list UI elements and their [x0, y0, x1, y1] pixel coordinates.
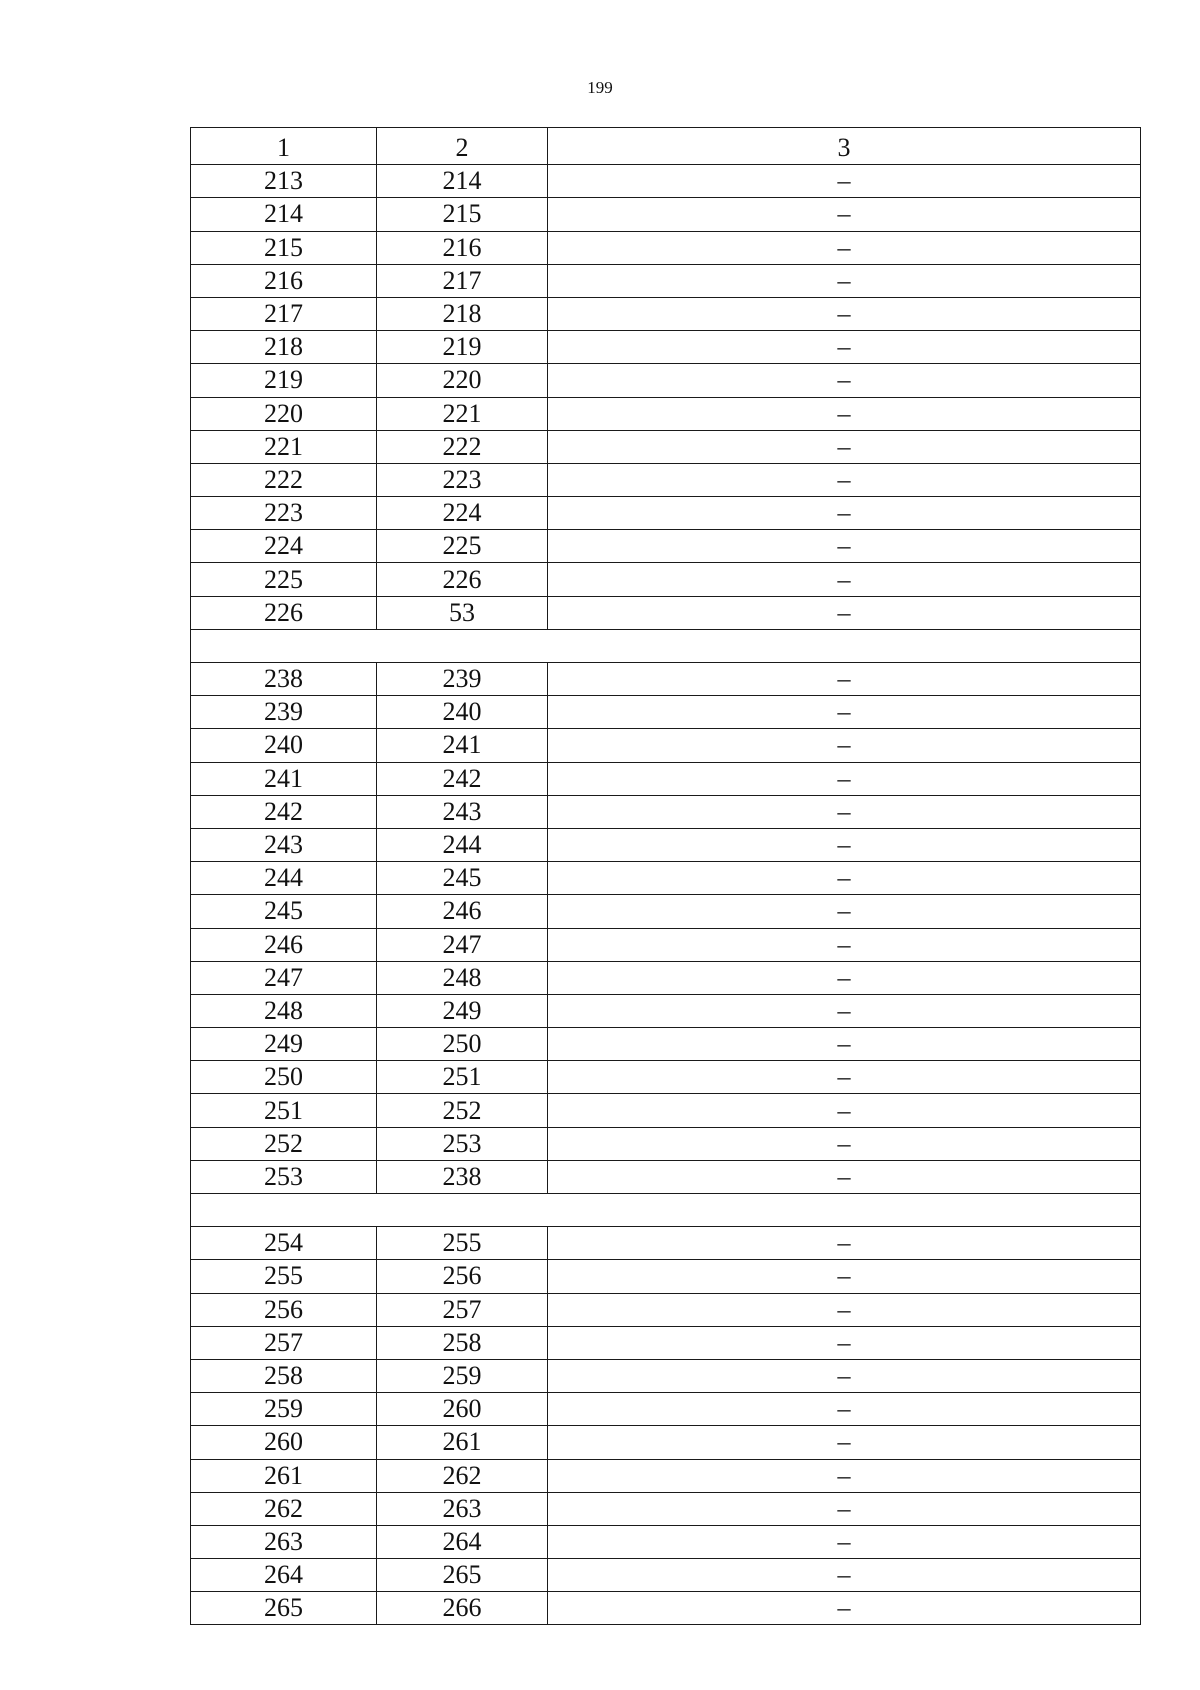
group-separator-row [191, 1194, 1141, 1227]
table-cell-col-1: 246 [191, 928, 377, 961]
table-cell-col-2: 258 [377, 1326, 548, 1359]
table-cell-col-1: 240 [191, 729, 377, 762]
table-header-row [191, 128, 1141, 165]
table-cell-col-2: 218 [377, 297, 548, 330]
table-row [191, 696, 1141, 729]
table-cell-col-1: 251 [191, 1094, 377, 1127]
table-row [191, 165, 1141, 198]
table-row [191, 497, 1141, 530]
table-cell-col-3: – [548, 1525, 1141, 1558]
group-separator-cell [191, 629, 1141, 662]
table-cell-col-2: 266 [377, 1592, 548, 1625]
table-cell-col-2: 255 [377, 1227, 548, 1260]
table-cell-col-3: – [548, 663, 1141, 696]
table-cell-col-2: 248 [377, 961, 548, 994]
table-cell-col-3: – [548, 430, 1141, 463]
table-cell-col-2: 214 [377, 165, 548, 198]
table-row [191, 862, 1141, 895]
table-cell-col-2: 250 [377, 1028, 548, 1061]
table-row [191, 1094, 1141, 1127]
table-cell-col-2: 53 [377, 596, 548, 629]
table-cell-col-1: 243 [191, 828, 377, 861]
table-row [191, 530, 1141, 563]
table-cell-col-1: 248 [191, 994, 377, 1027]
table-cell-col-1: 215 [191, 231, 377, 264]
table-cell-col-1: 260 [191, 1426, 377, 1459]
table-row [191, 994, 1141, 1027]
table-cell-col-1: 255 [191, 1260, 377, 1293]
table-cell-col-2: 264 [377, 1525, 548, 1558]
table-cell-col-1: 238 [191, 663, 377, 696]
table-cell-col-2: 247 [377, 928, 548, 961]
table-cell-col-3: – [548, 1492, 1141, 1525]
table-cell-col-1: 254 [191, 1227, 377, 1260]
table-cell-col-2: 215 [377, 198, 548, 231]
table-cell-col-3: – [548, 961, 1141, 994]
table-row [191, 231, 1141, 264]
table-row [191, 961, 1141, 994]
table-cell-col-1: 223 [191, 497, 377, 530]
table-cell-col-3: – [548, 1127, 1141, 1160]
table-cell-col-3: – [548, 895, 1141, 928]
table-cell-col-1: 221 [191, 430, 377, 463]
table-cell-col-2: 245 [377, 862, 548, 895]
table-row [191, 895, 1141, 928]
table-cell-col-1: 253 [191, 1160, 377, 1193]
table-cell-col-2: 223 [377, 463, 548, 496]
table-row [191, 1426, 1141, 1459]
table-row [191, 1359, 1141, 1392]
table-cell-col-3: – [548, 1061, 1141, 1094]
table-cell-col-3: – [548, 1028, 1141, 1061]
table-cell-col-1: 250 [191, 1061, 377, 1094]
table-cell-col-2: 238 [377, 1160, 548, 1193]
table-cell-col-1: 222 [191, 463, 377, 496]
group-separator-cell [191, 1194, 1141, 1227]
table-cell-col-2: 261 [377, 1426, 548, 1459]
table-cell-col-1: 225 [191, 563, 377, 596]
table-cell-col-2: 219 [377, 331, 548, 364]
table-cell-col-2: 265 [377, 1559, 548, 1592]
table-row [191, 1525, 1141, 1558]
table-row [191, 928, 1141, 961]
table-cell-col-1: 214 [191, 198, 377, 231]
table-cell-col-1: 244 [191, 862, 377, 895]
table-cell-col-3: – [548, 1326, 1141, 1359]
table-cell-col-3: – [548, 530, 1141, 563]
table-row [191, 762, 1141, 795]
table-cell-col-2: 221 [377, 397, 548, 430]
table-cell-col-1: 216 [191, 264, 377, 297]
table-row [191, 1492, 1141, 1525]
table-row [191, 596, 1141, 629]
table-row [191, 1260, 1141, 1293]
table-cell-col-1: 257 [191, 1326, 377, 1359]
table-cell-col-2: 220 [377, 364, 548, 397]
table-cell-col-3: – [548, 596, 1141, 629]
table-cell-col-2: 251 [377, 1061, 548, 1094]
table-row [191, 663, 1141, 696]
table-cell-col-3: – [548, 862, 1141, 895]
table-body [191, 128, 1141, 1625]
table-cell-col-3: – [548, 397, 1141, 430]
table-row [191, 1459, 1141, 1492]
table-cell-col-1: 256 [191, 1293, 377, 1326]
table-row [191, 1559, 1141, 1592]
table-cell-col-3: – [548, 1459, 1141, 1492]
table-cell-col-3: – [548, 264, 1141, 297]
data-table [190, 127, 1141, 1625]
table-cell-col-2: 244 [377, 828, 548, 861]
table-row [191, 1127, 1141, 1160]
table-cell-col-1: 213 [191, 165, 377, 198]
table-cell-col-1: 247 [191, 961, 377, 994]
table-cell-col-2: 262 [377, 1459, 548, 1492]
table-cell-col-1: 220 [191, 397, 377, 430]
table-row [191, 297, 1141, 330]
table-cell-col-3: – [548, 1393, 1141, 1426]
table-cell-col-2: 222 [377, 430, 548, 463]
table-cell-col-2: 242 [377, 762, 548, 795]
table-cell-col-2: 225 [377, 530, 548, 563]
table-cell-col-3: – [548, 1160, 1141, 1193]
table-cell-col-2: 239 [377, 663, 548, 696]
table-cell-col-1: 217 [191, 297, 377, 330]
table-cell-col-3: – [548, 1592, 1141, 1625]
table-cell-col-3: – [548, 928, 1141, 961]
table-cell-col-2: 252 [377, 1094, 548, 1127]
table-cell-col-1: 249 [191, 1028, 377, 1061]
table-cell-col-3: – [548, 828, 1141, 861]
table-cell-col-1: 219 [191, 364, 377, 397]
table-cell-col-3: – [548, 331, 1141, 364]
table-cell-col-1: 226 [191, 596, 377, 629]
table-row [191, 1293, 1141, 1326]
table-row [191, 1160, 1141, 1193]
table-cell-col-3: – [548, 231, 1141, 264]
table-cell-col-1: 241 [191, 762, 377, 795]
table-row [191, 1061, 1141, 1094]
table-row [191, 198, 1141, 231]
table-cell-col-3: – [548, 563, 1141, 596]
table-cell-col-2: 263 [377, 1492, 548, 1525]
table-cell-col-1: 242 [191, 795, 377, 828]
table-cell-col-3: – [548, 1227, 1141, 1260]
table-row [191, 795, 1141, 828]
table-cell-col-2: 249 [377, 994, 548, 1027]
table-row [191, 1227, 1141, 1260]
table-cell-col-1: 239 [191, 696, 377, 729]
table-cell-col-3: – [548, 729, 1141, 762]
column-header-1: 1 [191, 128, 377, 165]
table-cell-col-1: 263 [191, 1525, 377, 1558]
table-cell-col-3: – [548, 795, 1141, 828]
table-row [191, 364, 1141, 397]
column-header-3: 3 [548, 128, 1141, 165]
column-header-2: 2 [377, 128, 548, 165]
table-cell-col-1: 218 [191, 331, 377, 364]
table-cell-col-3: – [548, 463, 1141, 496]
table-cell-col-3: – [548, 762, 1141, 795]
table-cell-col-3: – [548, 497, 1141, 530]
table-cell-col-2: 240 [377, 696, 548, 729]
group-separator-row [191, 629, 1141, 662]
table-cell-col-2: 226 [377, 563, 548, 596]
table-cell-col-3: – [548, 1359, 1141, 1392]
table-row [191, 264, 1141, 297]
table-cell-col-2: 216 [377, 231, 548, 264]
table-cell-col-2: 224 [377, 497, 548, 530]
table-row [191, 1326, 1141, 1359]
table-cell-col-1: 252 [191, 1127, 377, 1160]
table-cell-col-3: – [548, 696, 1141, 729]
table-cell-col-2: 259 [377, 1359, 548, 1392]
table-cell-col-1: 259 [191, 1393, 377, 1426]
table-cell-col-2: 217 [377, 264, 548, 297]
table-cell-col-2: 260 [377, 1393, 548, 1426]
table-cell-col-3: – [548, 1260, 1141, 1293]
table-cell-col-3: – [548, 165, 1141, 198]
table-cell-col-2: 256 [377, 1260, 548, 1293]
table-row [191, 828, 1141, 861]
table-cell-col-1: 262 [191, 1492, 377, 1525]
table-row [191, 331, 1141, 364]
table-cell-col-1: 258 [191, 1359, 377, 1392]
table-cell-col-3: – [548, 297, 1141, 330]
table-cell-col-2: 243 [377, 795, 548, 828]
table-cell-col-1: 224 [191, 530, 377, 563]
table-cell-col-3: – [548, 1559, 1141, 1592]
table-row [191, 1393, 1141, 1426]
table-cell-col-3: – [548, 1293, 1141, 1326]
table-cell-col-3: – [548, 994, 1141, 1027]
table-cell-col-1: 265 [191, 1592, 377, 1625]
table-row [191, 729, 1141, 762]
table-row [191, 397, 1141, 430]
table-cell-col-1: 245 [191, 895, 377, 928]
table-row [191, 1592, 1141, 1625]
table-cell-col-1: 261 [191, 1459, 377, 1492]
page-number: 199 [587, 78, 613, 97]
table-cell-col-1: 264 [191, 1559, 377, 1592]
table-cell-col-3: – [548, 1094, 1141, 1127]
table-cell-col-3: – [548, 1426, 1141, 1459]
table-cell-col-3: – [548, 198, 1141, 231]
table-row [191, 563, 1141, 596]
table-cell-col-2: 257 [377, 1293, 548, 1326]
table-row [191, 1028, 1141, 1061]
table-row [191, 463, 1141, 496]
table-cell-col-2: 246 [377, 895, 548, 928]
table-cell-col-2: 253 [377, 1127, 548, 1160]
table-cell-col-3: – [548, 364, 1141, 397]
table-row [191, 430, 1141, 463]
table-cell-col-2: 241 [377, 729, 548, 762]
